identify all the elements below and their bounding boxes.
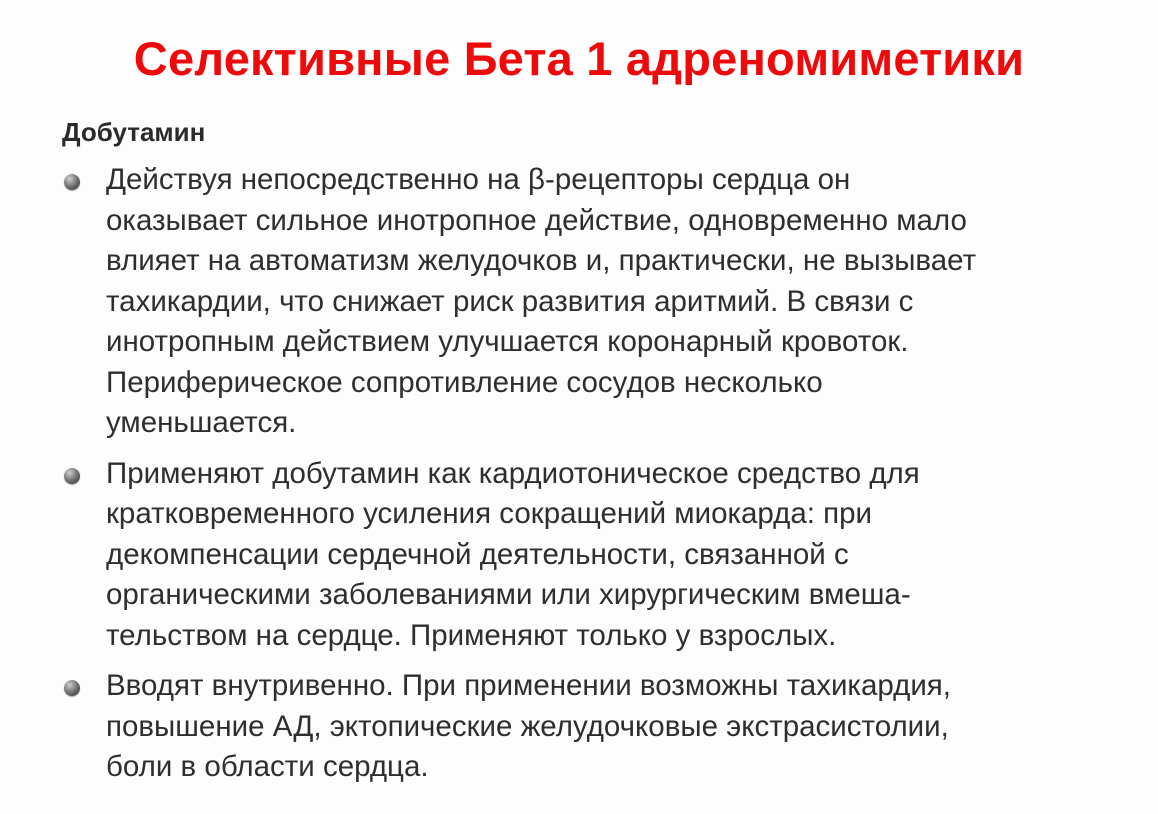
bullet-line: инотропным действием улучшается коронарный кровоток.	[106, 325, 909, 358]
bullet-line: органическими заболеваниями или хирургическим вмеша-	[106, 578, 911, 611]
bullet-line: Действуя непосредственно на β-рецепторы сердца он	[106, 163, 851, 196]
bullet-icon	[64, 468, 80, 484]
bullet-item	[62, 666, 1122, 788]
bullet-list	[62, 160, 1122, 798]
bullet-line: тельством на сердце. Применяют только у взрослых.	[106, 618, 837, 652]
bullet-line: тахикардии, что снижает риск развития аритмий. В связи с	[106, 284, 914, 318]
bullet-line: уменьшается.	[106, 406, 297, 439]
drug-subheading: Добутамин	[62, 117, 206, 147]
bullet-line: Периферическое сопротивление сосудов несколько	[106, 365, 823, 399]
bullet-item	[62, 454, 1122, 657]
bullet-item	[62, 160, 1122, 444]
bullet-icon	[64, 174, 80, 190]
slide-title: Селективные Бета 1 адреномиметики	[133, 32, 1025, 85]
bullet-line: боли в области сердца.	[106, 750, 429, 783]
bullet-line: влияет на автоматизм желудочков и, практически, не вызывает	[106, 244, 977, 277]
bullet-line: Применяют добутамин как кардиотоническое средство для	[106, 456, 920, 490]
bullet-icon	[64, 680, 80, 696]
bullet-line: повышение АД, эктопические желудочковые экстрасистолии,	[106, 709, 949, 743]
bullet-line: оказывает сильное инотропное действие, одновременно мало	[106, 203, 967, 237]
bullet-line: Вводят внутривенно. При применении возможны тахикардия,	[106, 669, 951, 702]
bullet-line: декомпенсации сердечной деятельности, связанной с	[106, 537, 849, 571]
bullet-line: кратковременного усиления сокращений миокарда: при	[106, 497, 873, 530]
